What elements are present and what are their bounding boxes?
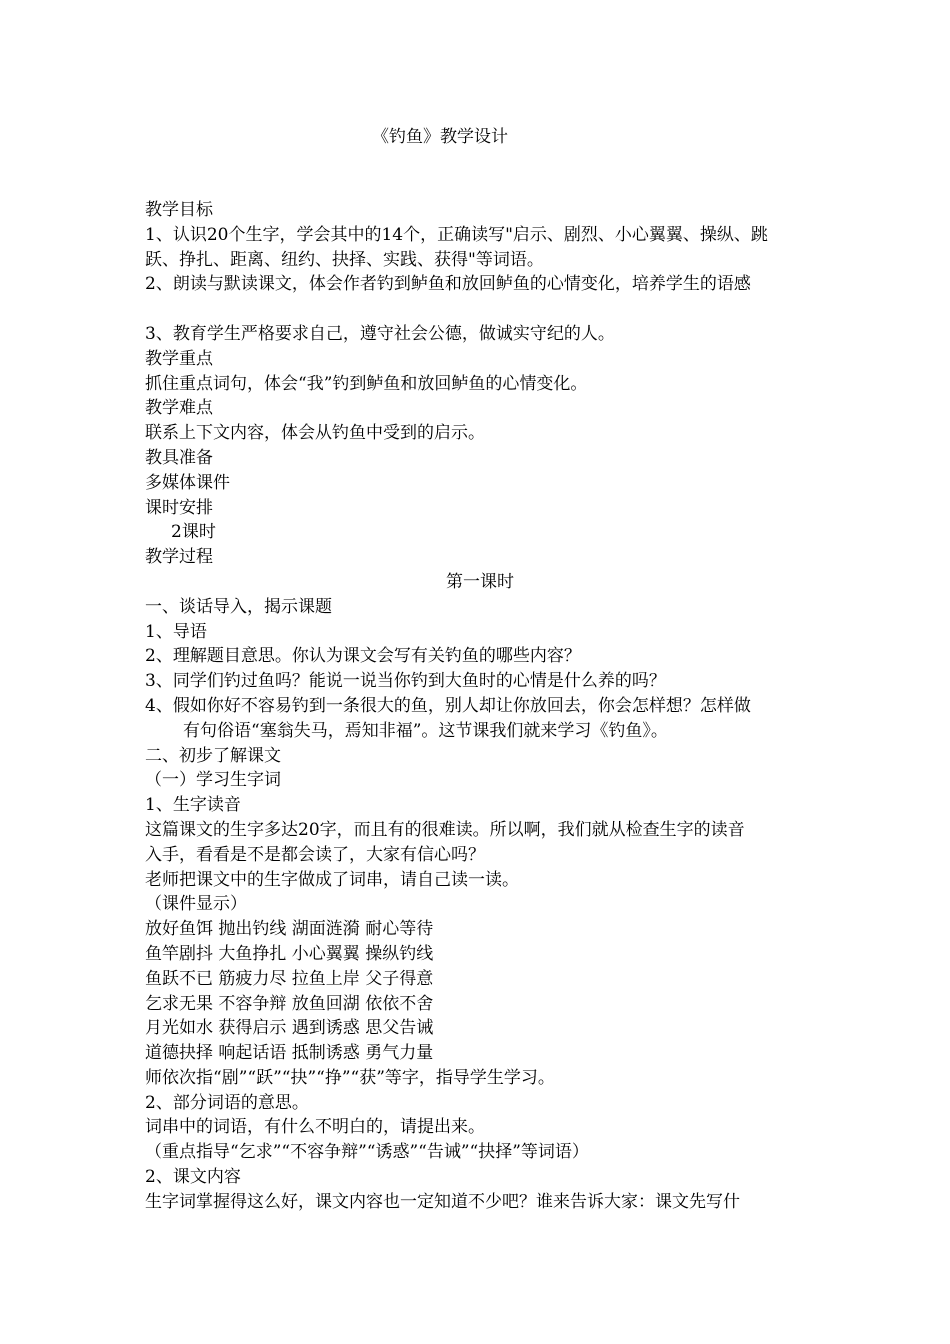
word-list-line: 鱼跃不已 筋疲力尽 拉鱼上岸 父子得意 [145, 968, 434, 989]
paragraph-line: 3、教育学生严格要求自己，遵守社会公德，做诚实守纪的人。 [145, 323, 615, 344]
word-list-line: 乞求无果 不容争辩 放鱼回湖 依依不舍 [145, 993, 434, 1014]
blank-line [145, 297, 815, 322]
heading-key-points: 教学重点 [145, 348, 213, 369]
heading-process: 教学过程 [145, 547, 213, 568]
paragraph-line: 入手，看看是不是都会读了，大家有信心吗？ [145, 844, 485, 865]
paragraph-line: 3、同学们钓过鱼吗？能说一说当你钓到大鱼时的心情是什么养的吗？ [145, 671, 666, 692]
paragraph-line: 跃、挣扎、距离、纽约、抉择、实践、获得"等词语。 [145, 249, 544, 270]
word-list-line: 月光如水 获得启示 遇到诱惑 思父告诫 [145, 1018, 434, 1039]
heading-objectives: 教学目标 [145, 200, 213, 220]
word-list-line: 放好鱼饵 抛出钓线 湖面涟漪 耐心等待 [145, 919, 434, 940]
paragraph-line: 1、导语 [145, 621, 207, 642]
paragraph-line: 词串中的词语，有什么不明白的，请提出来。 [145, 1117, 485, 1138]
paragraph-line: 2、部分词语的意思。 [145, 1092, 309, 1113]
paragraph-line: 这篇课文的生字多达20字，而且有的很难读。所以啊，我们就从检查生字的读音 [145, 819, 745, 840]
paragraph-line: （课件显示） [145, 894, 247, 915]
lesson-one-heading: 第一课时 [446, 571, 514, 592]
heading-materials: 教具准备 [145, 447, 213, 468]
word-list-line: 鱼竿剧抖 大鱼挣扎 小心翼翼 操纵钓线 [145, 943, 434, 964]
heading-schedule: 课时安排 [145, 497, 213, 518]
document-title: 《钓鱼》教学设计 [372, 127, 508, 147]
subsection-heading: （一）学习生字词 [145, 770, 281, 791]
paragraph-line: 2、朗读与默读课文，体会作者钓到鲈鱼和放回鲈鱼的心情变化，培养学生的语感 [145, 274, 751, 295]
paragraph-line: 老师把课文中的生字做成了词串，请自己读一读。 [145, 869, 519, 890]
paragraph-line: 2、课文内容 [145, 1167, 241, 1188]
paragraph-line: 联系上下文内容，体会从钓鱼中受到的启示。 [145, 423, 485, 444]
paragraph-line: 师依次指“剧”“跃”“抉”“挣”“获”等字，指导学生学习。 [145, 1067, 555, 1088]
document-body [145, 198, 815, 1215]
paragraph-line: 多媒体课件 [145, 472, 230, 493]
heading-difficulties: 教学难点 [145, 398, 213, 419]
paragraph-line: 生字词掌握得这么好，课文内容也一定知道不少吧？谁来告诉大家：课文先写什 [145, 1191, 740, 1212]
paragraph-line: 2、理解题目意思。你认为课文会写有关钓鱼的哪些内容？ [145, 646, 581, 667]
section-heading: 一、谈话导入，揭示课题 [145, 596, 332, 617]
paragraph-line: 有句俗语“塞翁失马，焉知非福”。这节课我们就来学习《钓鱼》。 [183, 720, 668, 741]
word-list-line: 道德抉择 响起话语 抵制诱惑 勇气力量 [145, 1043, 434, 1064]
paragraph-line: 2课时 [171, 522, 216, 543]
paragraph-line: 1、生字读音 [145, 795, 241, 816]
paragraph-line: 1、认识20个生字，学会其中的14个，正确读写"启示、剧烈、小心翼翼、操纵、跳 [145, 224, 768, 245]
paragraph-line: 抓住重点词句，体会“我”钓到鲈鱼和放回鲈鱼的心情变化。 [145, 373, 588, 394]
section-heading: 二、初步了解课文 [145, 745, 281, 766]
paragraph-line: （重点指导“乞求”“不容争辩”“诱惑”“告诫”“抉择”等词语） [145, 1142, 589, 1163]
paragraph-line: 4、假如你好不容易钓到一条很大的鱼，别人却让你放回去，你会怎样想？怎样做 [145, 695, 751, 716]
